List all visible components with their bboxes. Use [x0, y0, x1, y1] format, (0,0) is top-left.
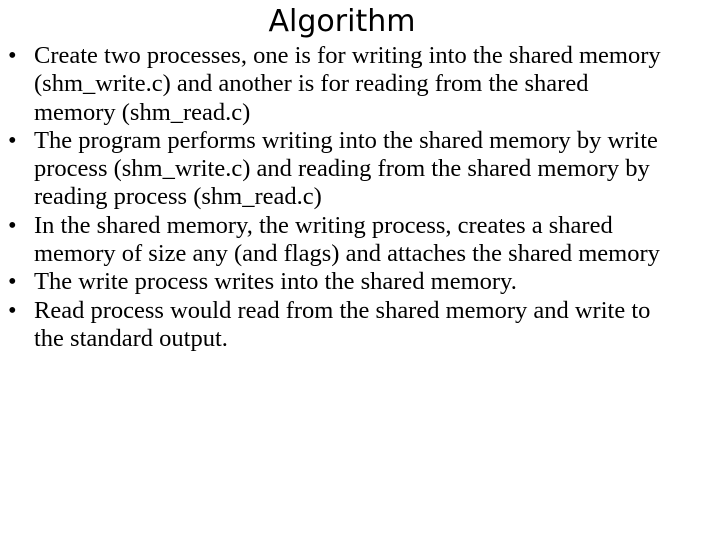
bullet-icon: • — [8, 296, 17, 324]
bullet-text: Read process would read from the shared memory and write to the standard output. — [34, 296, 651, 352]
bullet-text: The program performs writing into the shared memory by write process (shm_write.c) and reading from the shared memory by reading process (shm_read.c) — [34, 126, 658, 211]
bullet-list — [8, 42, 668, 353]
bullet-icon: • — [8, 268, 17, 296]
slide-title: Algorithm — [268, 4, 416, 39]
bullet-icon: • — [8, 211, 17, 239]
bullet-item — [8, 212, 668, 269]
bullet-icon: • — [8, 126, 17, 154]
bullet-item — [8, 42, 668, 127]
bullet-item — [8, 268, 668, 296]
bullet-text: The write process writes into the shared memory. — [34, 268, 517, 296]
bullet-text: In the shared memory, the writing process, creates a shared memory of size any (and flags) and attaches the shared memory — [34, 211, 660, 268]
bullet-text: Create two processes, one is for writing into the shared memory (shm_write.c) and another is for reading from the shared memory (shm_read.c) — [34, 42, 661, 126]
bullet-item — [8, 297, 668, 354]
bullet-item — [8, 127, 668, 212]
bullet-icon: • — [8, 42, 17, 69]
